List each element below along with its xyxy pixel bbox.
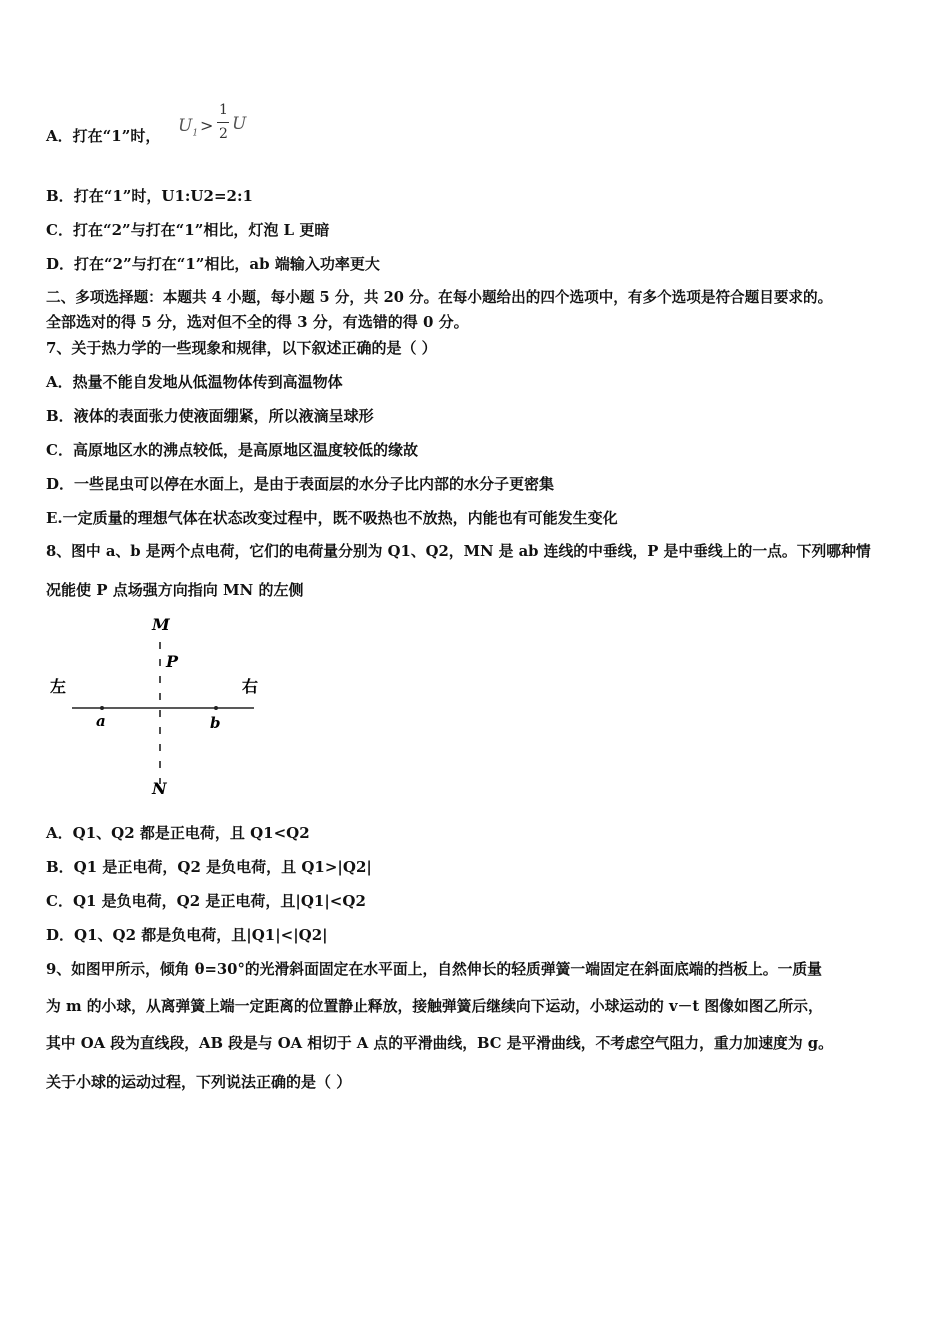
formula-numerator: 1: [219, 102, 228, 118]
label-b: b: [210, 714, 221, 732]
formula-rhs: U: [232, 114, 247, 134]
q6-option-c-text: 打在“2”与打在“1”相比，灯泡 L 更暗: [72, 221, 330, 239]
q7-option-e: E.一定质量的理想气体在状态改变过程中，既不吸热也不放热，内能也有可能发生变化: [46, 509, 618, 527]
q8-option-b: B．Q1 是正电荷，Q2 是负电荷，且 Q1>|Q2|: [46, 858, 372, 876]
q6-option-c: [46, 220, 329, 240]
label-p: P: [166, 652, 179, 671]
formula-u1-gt-half-u: [178, 102, 258, 150]
q7-option-b: B．液体的表面张力使液面绷紧，所以液滴呈球形: [46, 407, 374, 425]
section2-instructions-line2: 全部选对的得 5 分，选对但不全的得 3 分，有选错的得 0 分。: [46, 313, 469, 331]
q8-stem-line1: 8、图中 a、b 是两个点电荷，它们的电荷量分别为 Q1、Q2，MN 是 ab 连线的中垂线，P 是中垂线上的一点。下列哪种情: [46, 543, 871, 560]
formula-op: >: [200, 116, 214, 135]
q6-option-c-label: C．: [46, 221, 73, 239]
label-n: N: [152, 779, 167, 798]
formula-denominator: 2: [219, 126, 228, 142]
q8-stem-line2: 况能使 P 点场强方向指向 MN 的左侧: [46, 581, 304, 599]
q7-option-c: C．高原地区水的沸点较低，是高原地区温度较低的缘故: [46, 441, 418, 459]
q8-option-d: D．Q1、Q2 都是负电荷，且|Q1|<|Q2|: [46, 926, 328, 944]
q6-option-b-text: 打在“1”时，U1:U2=2:1: [73, 187, 253, 205]
label-a: a: [96, 712, 106, 730]
q6-option-d-text: 打在“2”与打在“1”相比，ab 端输入功率更大: [74, 255, 380, 273]
q6-option-a-text: A．: [46, 127, 73, 145]
q6-option-d-label: D．: [46, 255, 75, 273]
q6-option-b: [46, 186, 253, 206]
label-right: 右: [242, 677, 259, 696]
q7-stem: 7、关于热力学的一些现象和规律，以下叙述正确的是（ ）: [46, 339, 437, 357]
q9-stem-line3: 其中 OA 段为直线段，AB 段是与 OA 相切于 A 点的平滑曲线，BC 是平滑曲线，不考虑空气阻力，重力加速度为 g。: [46, 1035, 833, 1052]
label-left: 左: [50, 677, 67, 696]
q6-option-a: [46, 126, 160, 146]
q8-option-c: C．Q1 是负电荷，Q2 是正电荷，且|Q1|<Q2: [46, 892, 366, 910]
q8-option-a: A．Q1、Q2 都是正电荷，且 Q1<Q2: [46, 824, 310, 842]
q6-option-d: [46, 254, 380, 274]
q7-option-a: A．热量不能自发地从低温物体传到高温物体: [46, 373, 343, 391]
q6-option-a-body: 打在“1”时，: [72, 127, 161, 145]
q9-stem-line2: 为 m 的小球，从离弹簧上端一定距离的位置静止释放，接触弹簧后继续向下运动，小球运动的 v－t 图像如图乙所示，: [46, 998, 823, 1015]
section2-instructions-line1: 二、多项选择题：本题共 4 小题，每小题 5 分，共 20 分。在每小题给出的四个选项中，有多个选项是符合题目要求的。: [46, 289, 833, 306]
formula-lhs: $U_1$: [178, 116, 199, 139]
q9-stem-line1: 9、如图甲所示，倾角 θ=30°的光滑斜面固定在水平面上，自然伸长的轻质弹簧一端固定在斜面底端的挡板上。一质量: [46, 961, 822, 978]
q9-stem-line4: 关于小球的运动过程，下列说法正确的是（ ）: [46, 1073, 352, 1091]
q8-charge-figure: [46, 612, 286, 802]
fraction-bar: [217, 122, 229, 123]
q6-option-b-label: B．: [46, 187, 74, 205]
label-m: M: [152, 615, 170, 634]
charge-b-dot: [214, 706, 218, 710]
charge-a-dot: [100, 706, 104, 710]
q7-option-d: D．一些昆虫可以停在水面上，是由于表面层的水分子比内部的水分子更密集: [46, 475, 555, 493]
